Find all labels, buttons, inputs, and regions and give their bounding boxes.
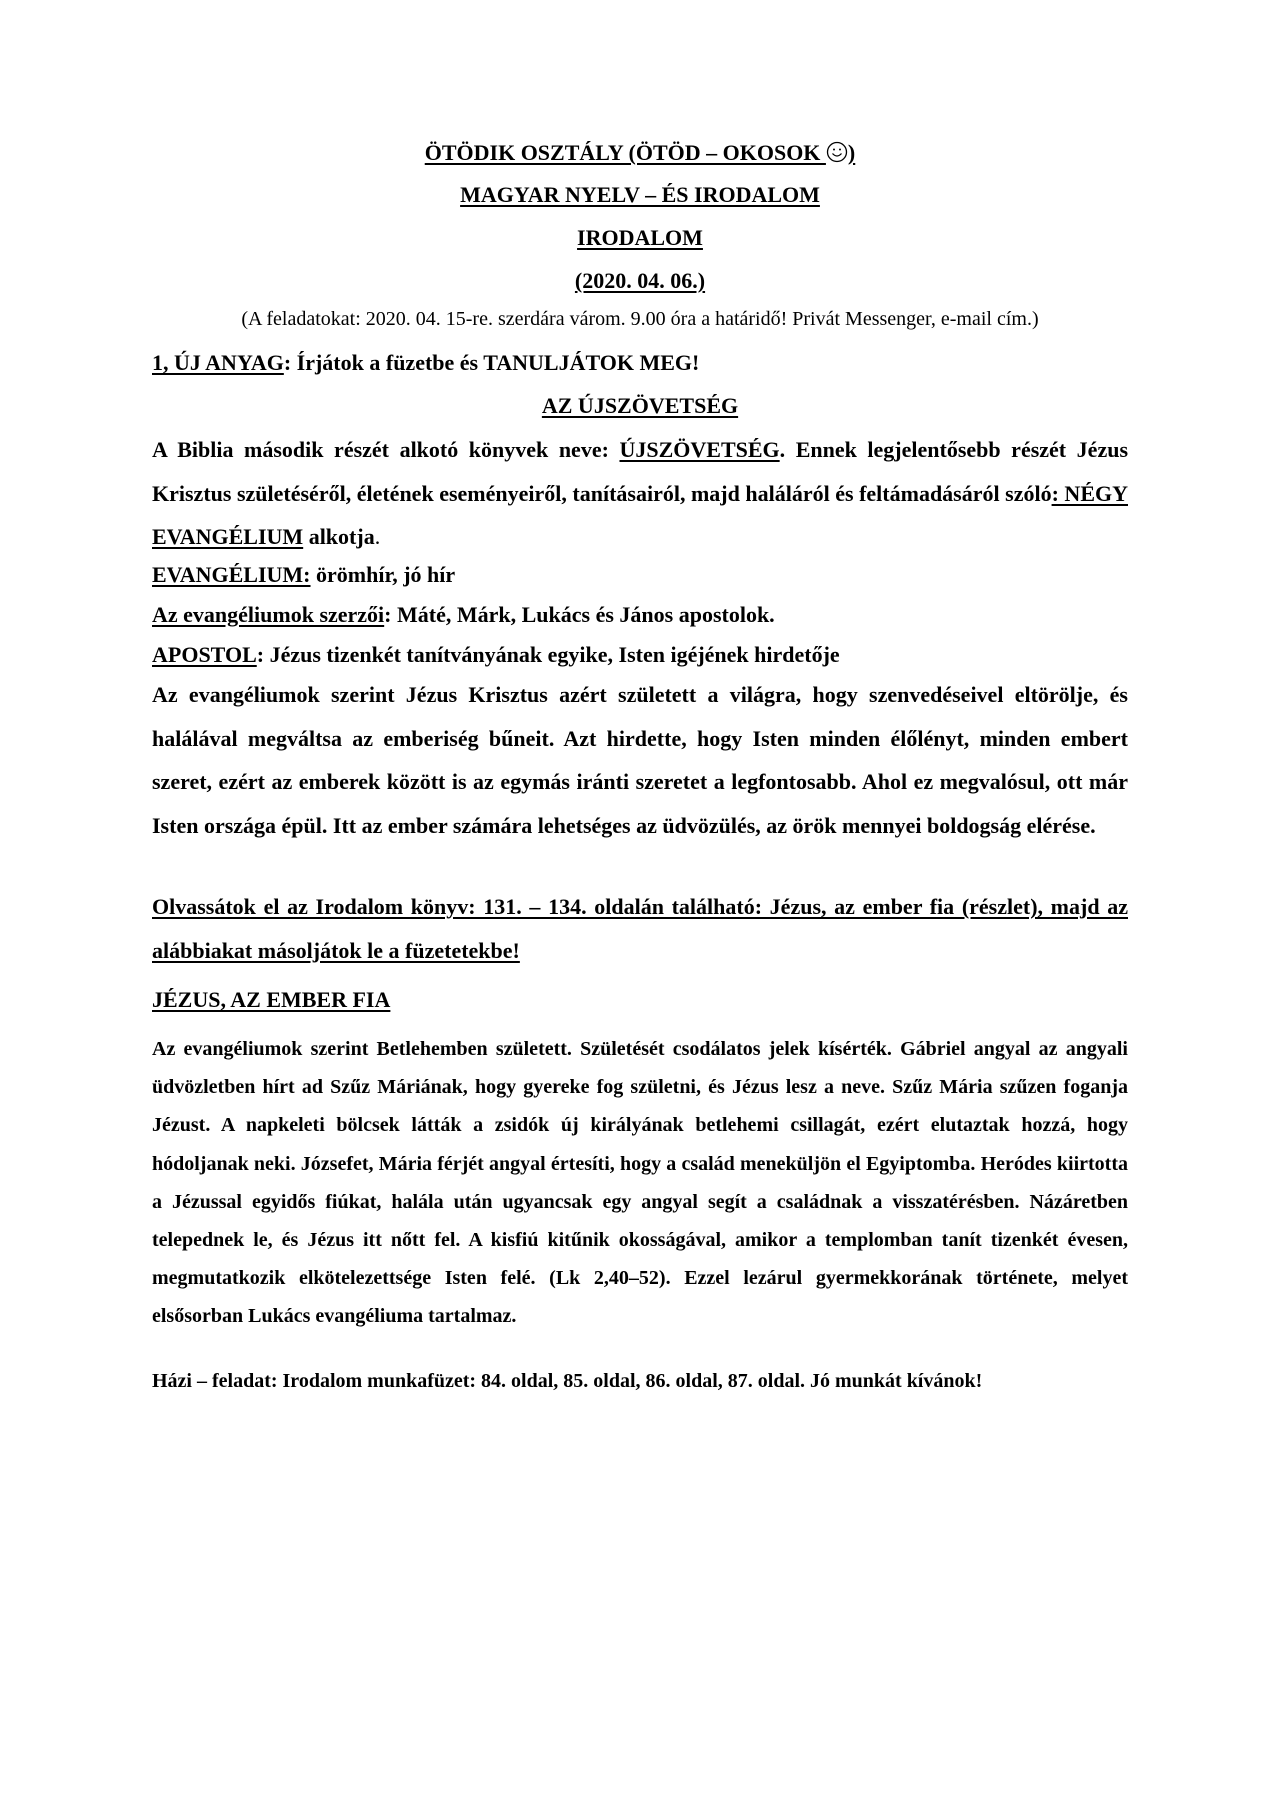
- title-text: ÖTÖDIK OSZTÁLY (ÖTÖD – OKOSOK: [424, 140, 826, 165]
- definition-term: EVANGÉLIUM:: [152, 562, 311, 587]
- new-material-instruction: : Írjátok a füzetbe és TANULJÁTOK MEG!: [283, 350, 700, 375]
- definition-text: : Jézus tizenkét tanítványának egyike, Isten igéjének hirdetője: [256, 642, 840, 667]
- subject-heading: MAGYAR NYELV – ÉS IRODALOM: [460, 182, 820, 207]
- intro-term-evangelium: : NÉGY EVANGÉLIUM: [152, 480, 1128, 549]
- title-suffix: ): [847, 140, 856, 165]
- jezus-paragraph: Az evangéliumok szerint Betlehemben született. Születését csodálatos jelek kísérték. Gábriel angyal az angyali üdvözletben hírt ad Szűz Máriának, hogy gyereke fog születni, és Jézus lesz a neve. Szűz Mária szűzen foganja Jézust. A napkeleti bölcsek látták a zsidók új királyának betlehemi csillagát, ezért elutaztak hozzá, hogy hódoljanak neki. Józsefet, Mária férjét angyal értesíti, hogy a család meneküljön el Egyiptomba. Heródes kiirtotta a Jézussal egyidős fiúkat, halála után ugyancsak egy angyal segít a családnak a visszatérésben. Názáretben telepednek le, és Jézus itt nőtt fel. A kisfiú kitűnik okosságával, amikor a templomban tanít tizenkét évesen, megmutatkozik elkötelezettsége Isten felé. (Lk 2,40–52). Ezzel lezárul gyermekkorának története, melyet elsősorban Lukács evangéliuma tartalmaz.: [152, 1038, 1128, 1328]
- intro-text-b: . Ennek legjelentősebb részét Jézus Krisztus születéséről, életének eseményeiről, tanításairól, majd haláláról és feltámadásáról szóló: [152, 437, 1129, 506]
- topic-heading: IRODALOM: [577, 225, 703, 250]
- definition-term: Az evangéliumok szerzői: [152, 602, 385, 627]
- intro-text-c: alkotja: [303, 524, 375, 549]
- definition-apostol: [152, 642, 1128, 668]
- definition-text: : Máté, Márk, Lukács és János apostolok.: [384, 602, 775, 627]
- definition-authors: [152, 602, 1128, 628]
- new-material-label: 1, ÚJ ANYAG: [152, 350, 284, 375]
- intro-term-ujszovetseg: ÚJSZÖVETSÉG: [619, 437, 780, 462]
- date-heading: (2020. 04. 06.): [574, 268, 706, 293]
- intro-end: .: [374, 524, 381, 549]
- section-heading-jezus: JÉZUS, AZ EMBER FIA: [152, 987, 391, 1012]
- definition-term: APOSTOL: [152, 642, 257, 667]
- definition-evangelium: [152, 562, 1128, 588]
- intro-text-a: A Biblia második részét alkotó könyvek neve:: [152, 437, 620, 462]
- deadline-note: (A feladatokat: 2020. 04. 15-re. szerdára várom. 9.00 óra a határidő! Privát Messenger, e-mail cím.): [241, 308, 1039, 330]
- section-heading-ujszovetseg: AZ ÚJSZÖVETSÉG: [541, 393, 739, 418]
- intro-paragraph: [152, 428, 1128, 559]
- definition-text: örömhír, jó hír: [310, 562, 456, 587]
- smiley-icon: [826, 141, 848, 163]
- new-material-line: [152, 350, 1128, 376]
- reading-task: Olvassátok el az Irodalom könyv: 131. – 134. oldalán található: Jézus, az ember fia (részlet), majd az alábbiakat másoljátok le a füzetetekbe!: [152, 894, 1128, 963]
- document-title: [152, 140, 1128, 166]
- homework-line: Házi – feladat: Irodalom munkafüzet: 84. oldal, 85. oldal, 86. oldal, 87. oldal. Jó munkát kívánok!: [152, 1370, 983, 1392]
- main-paragraph: Az evangéliumok szerint Jézus Krisztus azért született a világra, hogy szenvedéseivel eltörölje, és halálával megváltsa az emberiség bűneit. Azt hirdette, hogy Isten minden élőlényt, minden embert szeret, ezért az emberek között is az egymás iránti szeretet a legfontosabb. Ahol ez megvalósul, ott már Isten országa épül. Itt az ember számára lehetséges az üdvözülés, az örök mennyei boldogság elérése.: [152, 682, 1128, 838]
